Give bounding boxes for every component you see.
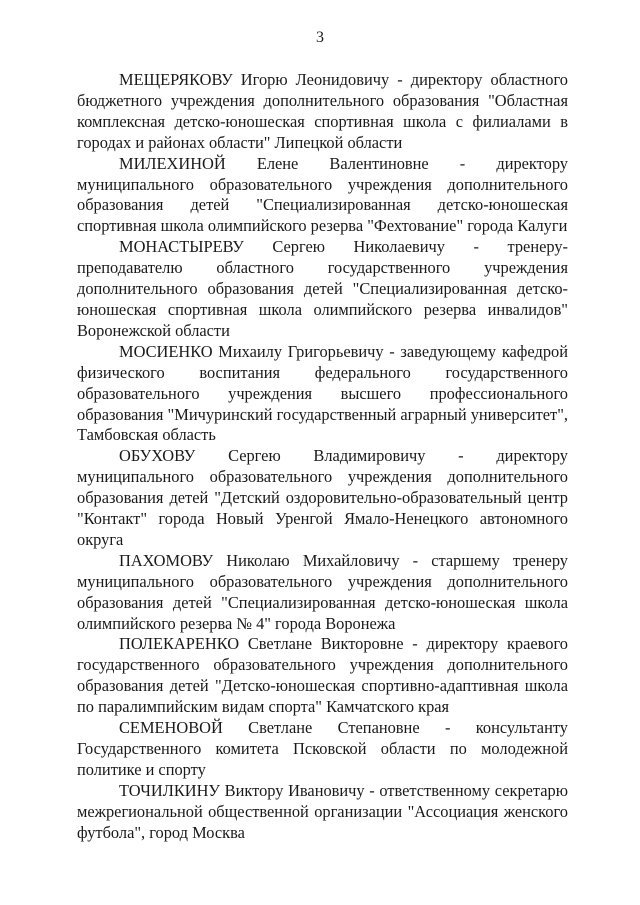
award-entry: СЕМЕНОВОЙ Светлане Степановне - консультанту Государственного комитета Псковской области по молодежной политике и спорту xyxy=(77,718,568,779)
award-list xyxy=(77,70,568,844)
award-entry: МОНАСТЫРЕВУ Сергею Николаевичу - тренеру-преподавателю областного государственного учреждения дополнительного образования детей "Специализированная детско-юношеская спортивная школа олимпийского резерва инвалидов" Воронежской области xyxy=(77,237,568,340)
award-entry: ТОЧИЛКИНУ Виктору Ивановичу - ответственному секретарю межрегиональной общественной организации "Ассоциация женского футбола", город Москва xyxy=(77,780,568,842)
award-entry: ПОЛЕКАРЕНКО Светлане Викторовне - директору краевого государственного образовательного учреждения дополнительного образования детей "Детско-юношеская спортивно-адаптивная школа по паралимпийским видам спорта" Камчатского края xyxy=(77,634,568,717)
award-entry: МЕЩЕРЯКОВУ Игорю Леонидовичу - директору областного бюджетного учреждения дополнительного образования "Областная комплексная детско-юношеская спортивная школа с филиалами в городах и районах области" Липецкой области xyxy=(77,70,568,152)
award-entry: ОБУХОВУ Сергею Владимировичу - директору муниципального образовательного учреждения дополнительного образования детей "Детский оздоровительно-образовательный центр "Контакт" города Новый Уренгой Ямало-Ненецкого автономного округа xyxy=(77,446,568,549)
award-entry: ПАХОМОВУ Николаю Михайловичу - старшему тренеру муниципального образовательного учреждения дополнительного образования детей "Специализированная детско-юношеская школа олимпийского резерва № 4" города Воронежа xyxy=(77,550,568,633)
award-entry: МИЛЕХИНОЙ Елене Валентиновне - директору муниципального образовательного учреждения дополнительного образования детей "Специализированная детско-юношеская спортивная школа олимпийского резерва "Фехтование" города Калуги xyxy=(77,153,568,236)
page-number: 3 xyxy=(316,29,324,46)
award-entry: МОСИЕНКО Михаилу Григорьевичу - заведующему кафедрой физического воспитания федерального государственного образовательного учреждения высшего профессионального образования "Мичуринский государственный аграрный университет", Тамбовская область xyxy=(77,341,568,445)
